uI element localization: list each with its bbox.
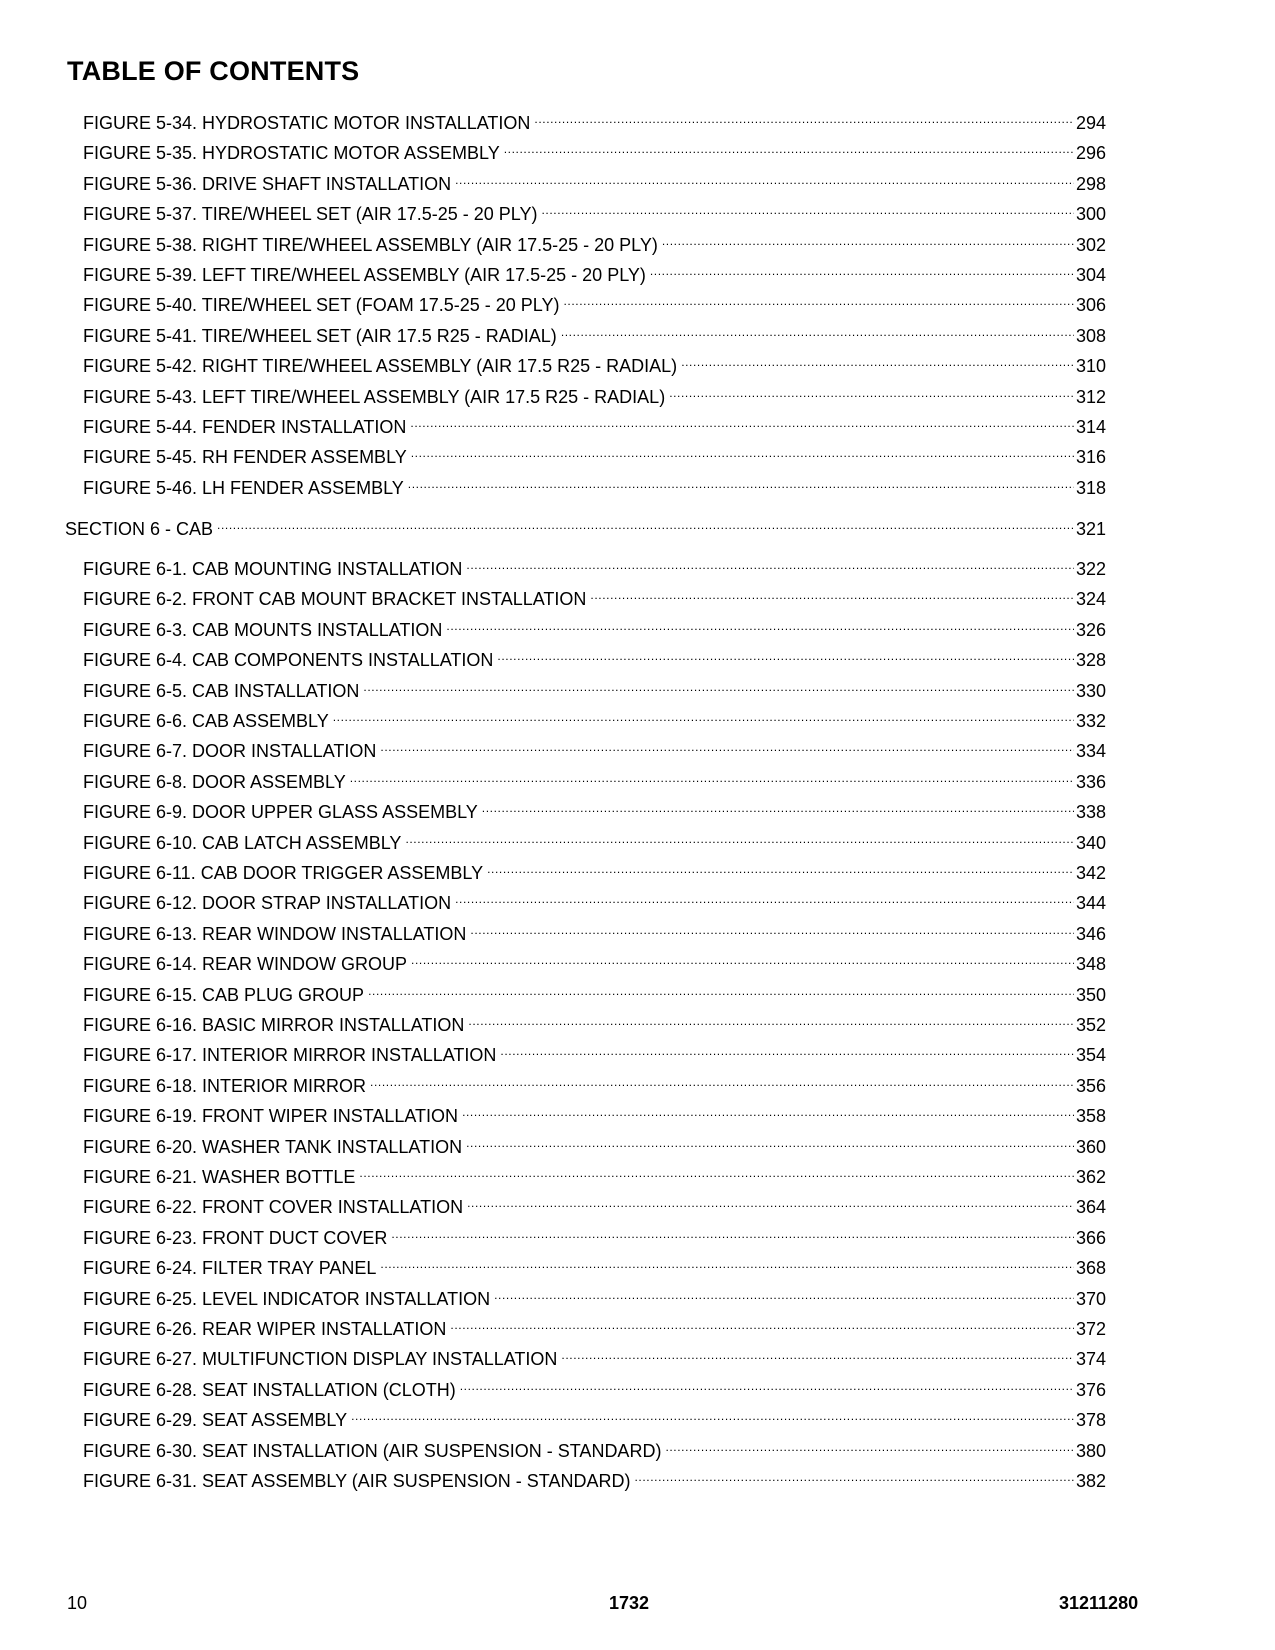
toc-entry-label: FIGURE 5-43. LEFT TIRE/WHEEL ASSEMBLY (AIR 17.5 R25 - RADIAL): [83, 386, 666, 407]
page-title: TABLE OF CONTENTS: [67, 56, 360, 86]
toc-entry-page: 350: [1075, 984, 1106, 1005]
toc-entry-page: 294: [1075, 113, 1106, 133]
toc-entry-label: FIGURE 6-7. DOOR INSTALLATION: [83, 741, 377, 762]
dot-leader: [408, 472, 1074, 494]
toc-entry-page: 336: [1075, 771, 1106, 792]
toc-entry-page: 326: [1075, 619, 1106, 640]
dot-leader: [462, 1100, 1074, 1122]
toc-entry-label: FIGURE 6-25. LEVEL INDICATOR INSTALLATION: [83, 1288, 491, 1309]
toc-entry[interactable]: [83, 1404, 1106, 1431]
toc-entry-page: 354: [1075, 1045, 1106, 1066]
toc-entry[interactable]: [83, 229, 1106, 255]
toc-entry-label: FIGURE 6-23. FRONT DUCT COVER: [83, 1227, 388, 1248]
toc-entry-page: 366: [1075, 1227, 1106, 1248]
toc-entry-page: 314: [1075, 417, 1106, 437]
toc-entry-label: FIGURE 6-8. DOOR ASSEMBLY: [83, 771, 346, 792]
toc-entry[interactable]: [83, 1343, 1106, 1370]
toc-entry-label: FIGURE 6-21. WASHER BOTTLE: [83, 1167, 356, 1187]
toc-entry-page: 368: [1075, 1258, 1106, 1279]
dot-leader: [466, 1131, 1074, 1153]
dot-leader: [662, 229, 1074, 251]
dot-leader: [563, 289, 1073, 311]
toc-entry[interactable]: [83, 320, 1106, 346]
toc-entry-label: FIGURE 6-14. REAR WINDOW GROUP: [83, 954, 408, 975]
toc-entry-label: FIGURE 6-27. MULTIFUNCTION DISPLAY INSTALLATION: [83, 1349, 558, 1370]
toc-entry-label: FIGURE 5-34. HYDROSTATIC MOTOR INSTALLATION: [83, 113, 531, 133]
toc-entry-label: FIGURE 6-15. CAB PLUG GROUP: [83, 984, 365, 1005]
toc-entry-page: 302: [1075, 234, 1106, 255]
toc-entry[interactable]: [83, 168, 1106, 194]
dot-leader: [370, 1070, 1074, 1092]
toc-entry-label: FIGURE 5-44. FENDER INSTALLATION: [83, 417, 407, 437]
toc-entry-label: FIGURE 6-31. SEAT ASSEMBLY (AIR SUSPENSION - STANDARD): [83, 1471, 631, 1491]
toc-entry-page: 360: [1075, 1136, 1106, 1157]
toc-entry-page: 376: [1075, 1379, 1106, 1400]
toc-entry[interactable]: [83, 887, 1106, 914]
toc-entry[interactable]: [83, 381, 1106, 407]
toc-entry[interactable]: [83, 948, 1106, 975]
toc-entry[interactable]: [83, 1374, 1106, 1400]
dot-leader: [466, 553, 1074, 575]
toc-entry-label: FIGURE 6-24. FILTER TRAY PANEL: [83, 1258, 377, 1279]
dot-leader: [497, 644, 1074, 666]
dot-leader: [470, 918, 1074, 940]
footer-document-number: 31211280: [1059, 1593, 1139, 1613]
toc-entry-page: 310: [1075, 356, 1106, 377]
toc-entry-label: FIGURE 6-5. CAB INSTALLATION: [83, 680, 360, 701]
toc-entry-label: FIGURE 6-9. DOOR UPPER GLASS ASSEMBLY: [83, 802, 478, 823]
dot-leader: [590, 583, 1074, 605]
toc-entry-page: 338: [1075, 802, 1106, 823]
toc-entry-label: FIGURE 5-36. DRIVE SHAFT INSTALLATION: [83, 173, 452, 194]
toc-entry-page: 306: [1075, 295, 1106, 316]
dot-leader: [363, 675, 1074, 697]
dot-leader: [391, 1222, 1074, 1244]
dot-leader: [494, 1283, 1074, 1305]
toc-entry-page: 316: [1075, 447, 1106, 468]
dot-leader: [455, 887, 1074, 909]
toc-entry[interactable]: [83, 259, 1106, 285]
toc-entry[interactable]: [83, 705, 1106, 731]
toc-entry-page: 324: [1075, 589, 1106, 610]
toc-entry-page: 334: [1075, 741, 1106, 762]
toc-entry-page: 312: [1075, 386, 1106, 407]
toc-entry-page: 322: [1075, 559, 1106, 579]
toc-entry-page: 298: [1075, 173, 1106, 194]
toc-entry-page: 348: [1075, 954, 1106, 975]
toc-entry-label: FIGURE 6-3. CAB MOUNTS INSTALLATION: [83, 619, 443, 640]
toc-entry-label: FIGURE 5-40. TIRE/WHEEL SET (FOAM 17.5-25 - 20 PLY): [83, 295, 560, 316]
toc-entry[interactable]: [83, 675, 1106, 701]
toc-entry-page: 344: [1075, 893, 1106, 914]
dot-leader: [681, 350, 1074, 372]
dot-leader: [669, 381, 1074, 403]
dot-leader: [351, 1404, 1074, 1426]
dot-leader: [333, 705, 1074, 727]
toc-entry[interactable]: [83, 107, 1106, 133]
toc-entry-page: 346: [1075, 923, 1106, 944]
dot-leader: [467, 1191, 1074, 1213]
toc-entry-page: 382: [1075, 1471, 1106, 1491]
dot-leader: [541, 198, 1073, 220]
dot-leader: [460, 1374, 1074, 1396]
toc-entry-page: 358: [1075, 1106, 1106, 1127]
dot-leader: [359, 1161, 1074, 1183]
dot-leader: [561, 320, 1074, 342]
toc-entry-label: FIGURE 6-26. REAR WIPER INSTALLATION: [83, 1319, 447, 1339]
toc-entry[interactable]: [83, 735, 1106, 762]
toc-entry-label: FIGURE 6-4. CAB COMPONENTS INSTALLATION: [83, 650, 494, 671]
toc-entry-label: FIGURE 6-13. REAR WINDOW INSTALLATION: [83, 923, 467, 944]
toc-entry-page: 374: [1075, 1349, 1106, 1370]
toc-entry-page: 380: [1075, 1440, 1106, 1461]
toc-entry-label: FIGURE 5-39. LEFT TIRE/WHEEL ASSEMBLY (AIR 17.5-25 - 20 PLY): [83, 265, 646, 285]
toc-entry[interactable]: [83, 1283, 1106, 1309]
dot-leader: [217, 513, 1074, 535]
toc-entry[interactable]: [83, 857, 1106, 883]
toc-entry[interactable]: [83, 350, 1106, 377]
toc-entry-label: FIGURE 6-18. INTERIOR MIRROR: [83, 1075, 367, 1096]
toc-entry[interactable]: [83, 137, 1106, 164]
toc-entry[interactable]: [83, 1465, 1106, 1491]
toc-entry-page: 370: [1075, 1288, 1106, 1309]
toc-entry-label: FIGURE 5-35. HYDROSTATIC MOTOR ASSEMBLY: [83, 143, 500, 164]
toc-entry-label: FIGURE 5-46. LH FENDER ASSEMBLY: [83, 477, 404, 498]
toc-entry[interactable]: [83, 553, 1106, 579]
toc-entry[interactable]: [83, 796, 1106, 823]
toc-entry[interactable]: [83, 289, 1106, 316]
toc-entry-label: FIGURE 6-1. CAB MOUNTING INSTALLATION: [83, 559, 463, 579]
toc-entry-page: 304: [1075, 265, 1106, 285]
dot-leader: [450, 1313, 1074, 1335]
toc-entry-page: 364: [1075, 1197, 1106, 1218]
toc-entry[interactable]: [83, 583, 1106, 610]
dot-leader: [500, 1039, 1074, 1061]
toc-entry-page: 378: [1075, 1410, 1106, 1431]
toc-entry[interactable]: [83, 979, 1106, 1005]
toc-entry-label: FIGURE 6-20. WASHER TANK INSTALLATION: [83, 1136, 463, 1157]
toc-entry[interactable]: [83, 472, 1106, 498]
toc-entry-page: 318: [1075, 477, 1106, 498]
dot-leader: [446, 614, 1074, 636]
toc-entry-page: 308: [1075, 325, 1106, 346]
toc-entry-page: 300: [1075, 204, 1106, 225]
toc-entry-label: FIGURE 6-22. FRONT COVER INSTALLATION: [83, 1197, 464, 1218]
toc-entry-page: 372: [1075, 1319, 1106, 1339]
toc-entry-page: 362: [1075, 1167, 1106, 1187]
toc-entry-page: 356: [1075, 1075, 1106, 1096]
toc-entry-label: FIGURE 5-41. TIRE/WHEEL SET (AIR 17.5 R25 - RADIAL): [83, 325, 557, 346]
toc-entry-page: 328: [1075, 650, 1106, 671]
toc-entry[interactable]: [83, 1222, 1106, 1248]
toc-entry-label: FIGURE 6-30. SEAT INSTALLATION (AIR SUSPENSION - STANDARD): [83, 1440, 662, 1461]
dot-leader: [411, 441, 1074, 463]
toc-entry-label: FIGURE 5-45. RH FENDER ASSEMBLY: [83, 447, 407, 468]
dot-leader: [650, 259, 1074, 281]
toc-entry-page: 340: [1075, 832, 1106, 853]
toc-entry[interactable]: [83, 1070, 1106, 1096]
toc-entry[interactable]: [83, 1131, 1106, 1157]
toc-entry[interactable]: [83, 1191, 1106, 1218]
dot-leader: [455, 168, 1074, 190]
toc-section-entry[interactable]: [65, 513, 1106, 539]
toc-entry[interactable]: [83, 1009, 1106, 1035]
toc-entry-label: FIGURE 5-42. RIGHT TIRE/WHEEL ASSEMBLY (AIR 17.5 R25 - RADIAL): [83, 356, 678, 377]
toc-entry-page: 352: [1075, 1015, 1106, 1035]
toc-entry[interactable]: [83, 1161, 1106, 1187]
dot-leader: [468, 1009, 1074, 1031]
dot-leader: [380, 1252, 1074, 1274]
toc-entry[interactable]: [83, 1252, 1106, 1279]
toc-entry-label: FIGURE 5-38. RIGHT TIRE/WHEEL ASSEMBLY (AIR 17.5-25 - 20 PLY): [83, 234, 658, 255]
toc-entry[interactable]: [83, 1435, 1106, 1461]
dot-leader: [350, 766, 1074, 788]
dot-leader: [561, 1343, 1074, 1365]
dot-leader: [487, 857, 1074, 879]
toc-entry[interactable]: [83, 198, 1106, 225]
dot-leader: [380, 735, 1074, 757]
toc-entry-label: FIGURE 6-2. FRONT CAB MOUNT BRACKET INSTALLATION: [83, 589, 587, 610]
toc-entry[interactable]: [83, 441, 1106, 468]
toc-entry[interactable]: [83, 1100, 1106, 1127]
toc-entry[interactable]: [83, 1313, 1106, 1339]
dot-leader: [534, 107, 1074, 129]
dot-leader: [504, 137, 1074, 159]
toc-entry-label: FIGURE 6-11. CAB DOOR TRIGGER ASSEMBLY: [83, 863, 484, 883]
footer-page-number: 10: [67, 1593, 88, 1613]
dot-leader: [634, 1465, 1073, 1487]
toc-entry-page: 342: [1075, 863, 1106, 883]
dot-leader: [665, 1435, 1074, 1457]
dot-leader: [368, 979, 1074, 1001]
toc-entry[interactable]: [83, 614, 1106, 640]
toc-entry-label: FIGURE 6-19. FRONT WIPER INSTALLATION: [83, 1106, 459, 1127]
toc-entry[interactable]: [83, 644, 1106, 671]
toc-entry-label: FIGURE 6-17. INTERIOR MIRROR INSTALLATION: [83, 1045, 497, 1066]
toc-entry[interactable]: [83, 918, 1106, 944]
toc-entry-label: FIGURE 6-6. CAB ASSEMBLY: [83, 711, 329, 731]
toc-entry-label: FIGURE 6-16. BASIC MIRROR INSTALLATION: [83, 1015, 465, 1035]
toc-entry-page: 332: [1075, 711, 1106, 731]
dot-leader: [411, 948, 1074, 970]
toc-entry-page: 321: [1075, 519, 1106, 539]
toc-entry-label: FIGURE 6-10. CAB LATCH ASSEMBLY: [83, 832, 402, 853]
footer-model: 1732: [609, 1593, 650, 1613]
toc-entry[interactable]: [83, 411, 1106, 437]
toc-entry-label: FIGURE 6-12. DOOR STRAP INSTALLATION: [83, 893, 452, 914]
toc-entry-label: FIGURE 5-37. TIRE/WHEEL SET (AIR 17.5-25 - 20 PLY): [83, 204, 538, 225]
toc-entry-label: SECTION 6 - CAB: [65, 519, 214, 539]
toc-entry[interactable]: [83, 766, 1106, 792]
toc-entry-label: FIGURE 6-29. SEAT ASSEMBLY: [83, 1410, 348, 1431]
dot-leader: [405, 827, 1074, 849]
toc-entry[interactable]: [83, 1039, 1106, 1066]
toc-entry-page: 296: [1075, 143, 1106, 164]
dot-leader: [410, 411, 1074, 433]
toc-entry-label: FIGURE 6-28. SEAT INSTALLATION (CLOTH): [83, 1379, 456, 1400]
dot-leader: [482, 796, 1074, 818]
toc-entry-page: 330: [1075, 680, 1106, 701]
toc-entry[interactable]: [83, 827, 1106, 853]
